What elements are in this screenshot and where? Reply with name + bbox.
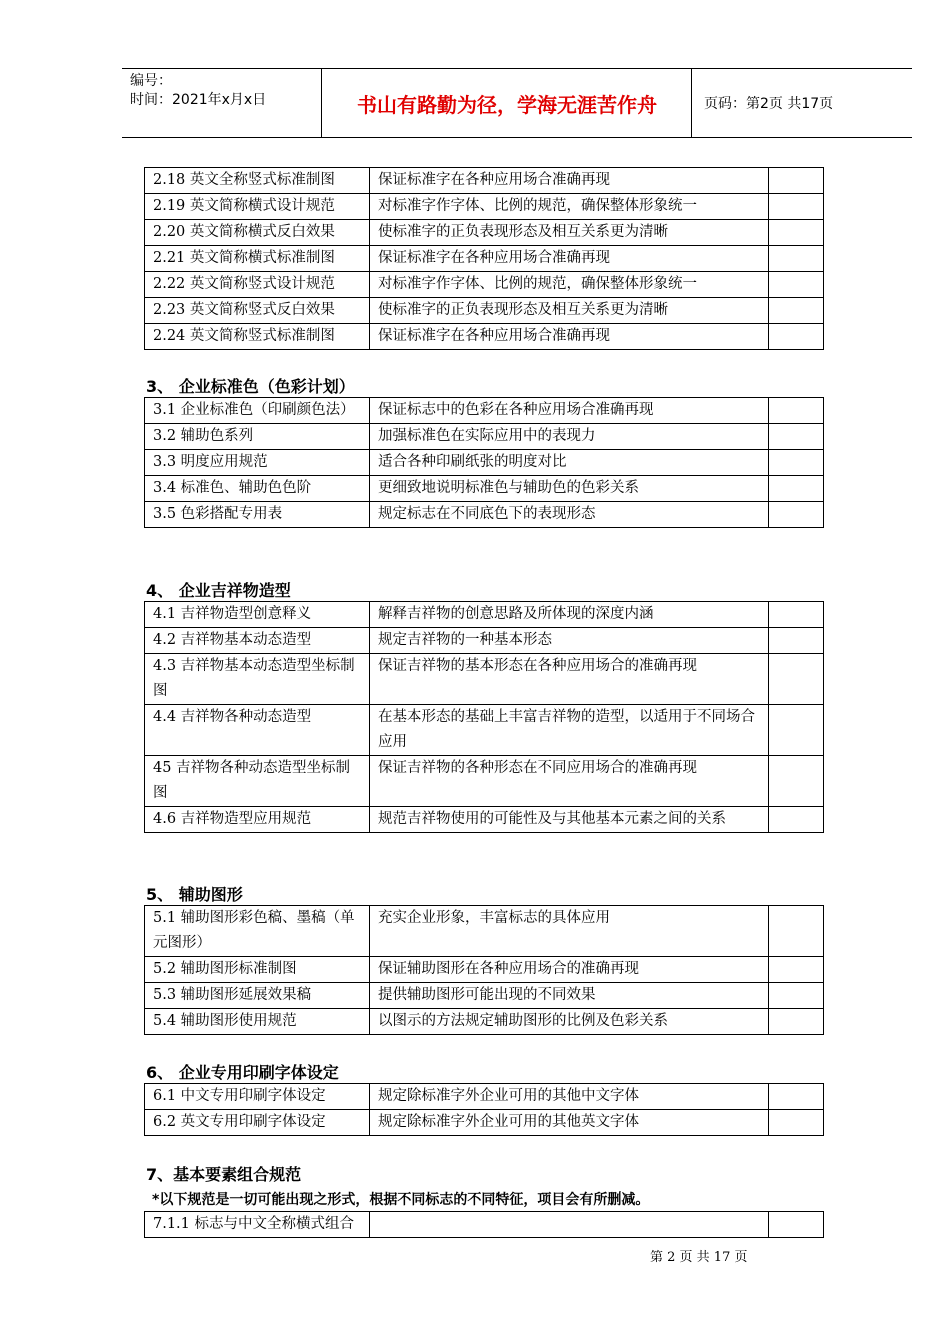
empty-cell (769, 398, 824, 424)
table-row (145, 298, 824, 324)
item-cell: 3.2 辅助色系列 (145, 424, 370, 450)
description-cell: 在基本形态的基础上丰富吉祥物的造型，以适用于不同场合应用 (370, 705, 769, 756)
description-cell: 充实企业形象，丰富标志的具体应用 (370, 906, 769, 957)
table-row (145, 1212, 824, 1238)
description-cell: 规定标志在不同底色下的表现形态 (370, 502, 769, 528)
item-cell: 2.21 英文简称横式标准制图 (145, 246, 370, 272)
description-cell: 保证标志中的色彩在各种应用场合准确再现 (370, 398, 769, 424)
item-cell: 2.20 英文简称横式反白效果 (145, 220, 370, 246)
description-cell: 保证吉祥物的基本形态在各种应用场合的准确再现 (370, 654, 769, 705)
empty-cell (769, 324, 824, 350)
empty-cell (769, 602, 824, 628)
item-cell: 7.1.1 标志与中文全称横式组合 (145, 1212, 370, 1238)
table-row (145, 424, 824, 450)
empty-cell (769, 476, 824, 502)
empty-cell (769, 705, 824, 756)
item-cell: 5.3 辅助图形延展效果稿 (145, 983, 370, 1009)
description-cell: 保证标准字在各种应用场合准确再现 (370, 168, 769, 194)
item-cell: 4.1 吉祥物造型创意释义 (145, 602, 370, 628)
description-cell: 保证标准字在各种应用场合准确再现 (370, 246, 769, 272)
table-row (145, 168, 824, 194)
description-cell: 更细致地说明标准色与辅助色的色彩关系 (370, 476, 769, 502)
section-7-note: *以下规范是一切可能出现之形式，根据不同标志的不同特征，项目会有所删减。 (152, 1192, 650, 1208)
empty-cell (769, 1110, 824, 1136)
table-row (145, 654, 824, 705)
empty-cell (769, 450, 824, 476)
description-cell: 规范吉祥物使用的可能性及与其他基本元素之间的关系 (370, 807, 769, 833)
table-standard-type (144, 167, 824, 350)
empty-cell (769, 1212, 824, 1238)
table-auxiliary-graphics (144, 905, 824, 1035)
description-cell: 适合各种印刷纸张的明度对比 (370, 450, 769, 476)
item-cell: 2.19 英文简称横式设计规范 (145, 194, 370, 220)
item-cell: 2.22 英文简称竖式设计规范 (145, 272, 370, 298)
empty-cell (769, 502, 824, 528)
item-cell: 5.1 辅助图形彩色稿、墨稿（单元图形） (145, 906, 370, 957)
item-cell: 45 吉祥物各种动态造型坐标制图 (145, 756, 370, 807)
description-cell: 保证辅助图形在各种应用场合的准确再现 (370, 957, 769, 983)
table-print-fonts (144, 1083, 824, 1136)
section-4-title: 4、 企业吉祥物造型 (146, 581, 291, 600)
table-row (145, 194, 824, 220)
empty-cell (769, 424, 824, 450)
item-cell: 4.6 吉祥物造型应用规范 (145, 807, 370, 833)
description-cell: 加强标准色在实际应用中的表现力 (370, 424, 769, 450)
item-cell: 6.1 中文专用印刷字体设定 (145, 1084, 370, 1110)
description-cell: 保证标准字在各种应用场合准确再现 (370, 324, 769, 350)
description-cell: 对标准字作字体、比例的规范，确保整体形象统一 (370, 194, 769, 220)
table-row (145, 450, 824, 476)
empty-cell (769, 168, 824, 194)
table-row (145, 476, 824, 502)
description-cell (370, 1212, 769, 1238)
table-mascot (144, 601, 824, 833)
page-footer: 第 2 页 共 17 页 (650, 1250, 748, 1265)
table-standard-color (144, 397, 824, 528)
table-row (145, 983, 824, 1009)
description-cell: 使标准字的正负表现形态及相互关系更为清晰 (370, 220, 769, 246)
header-motto: 书山有路勤为径，学海无涯苦作舟 (323, 69, 692, 137)
empty-cell (769, 246, 824, 272)
table-row (145, 398, 824, 424)
table-row (145, 957, 824, 983)
empty-cell (769, 628, 824, 654)
description-cell: 使标准字的正负表现形态及相互关系更为清晰 (370, 298, 769, 324)
table-row (145, 502, 824, 528)
description-cell: 规定除标准字外企业可用的其他英文字体 (370, 1110, 769, 1136)
item-cell: 6.2 英文专用印刷字体设定 (145, 1110, 370, 1136)
item-cell: 4.4 吉祥物各种动态造型 (145, 705, 370, 756)
table-row (145, 1084, 824, 1110)
item-cell: 3.1 企业标准色（印刷颜色法） (145, 398, 370, 424)
table-row (145, 324, 824, 350)
table-row (145, 628, 824, 654)
table-row (145, 705, 824, 756)
table-row (145, 272, 824, 298)
item-cell: 2.24 英文简称竖式标准制图 (145, 324, 370, 350)
item-cell: 2.18 英文全称竖式标准制图 (145, 168, 370, 194)
item-cell: 3.4 标准色、辅助色色阶 (145, 476, 370, 502)
empty-cell (769, 906, 824, 957)
empty-cell (769, 654, 824, 705)
table-row (145, 220, 824, 246)
header-meta (122, 69, 322, 137)
table-row (145, 1009, 824, 1035)
table-element-combination (144, 1211, 824, 1238)
item-cell: 4.3 吉祥物基本动态造型坐标制图 (145, 654, 370, 705)
description-cell: 对标准字作字体、比例的规范，确保整体形象统一 (370, 272, 769, 298)
table-row (145, 807, 824, 833)
time-label: 时间：2021年x月x日 (130, 92, 267, 108)
section-3-title: 3、 企业标准色（色彩计划） (146, 377, 355, 396)
empty-cell (769, 220, 824, 246)
item-cell: 5.4 辅助图形使用规范 (145, 1009, 370, 1035)
empty-cell (769, 272, 824, 298)
empty-cell (769, 807, 824, 833)
description-cell: 以图示的方法规定辅助图形的比例及色彩关系 (370, 1009, 769, 1035)
table-row (145, 756, 824, 807)
description-cell: 保证吉祥物的各种形态在不同应用场合的准确再现 (370, 756, 769, 807)
item-cell: 3.3 明度应用规范 (145, 450, 370, 476)
empty-cell (769, 957, 824, 983)
item-cell: 2.23 英文简称竖式反白效果 (145, 298, 370, 324)
item-cell: 3.5 色彩搭配专用表 (145, 502, 370, 528)
empty-cell (769, 1009, 824, 1035)
description-cell: 规定除标准字外企业可用的其他中文字体 (370, 1084, 769, 1110)
description-cell: 解释吉祥物的创意思路及所体现的深度内涵 (370, 602, 769, 628)
description-cell: 提供辅助图形可能出现的不同效果 (370, 983, 769, 1009)
empty-cell (769, 298, 824, 324)
section-6-title: 6、 企业专用印刷字体设定 (146, 1063, 339, 1082)
empty-cell (769, 756, 824, 807)
page-header (122, 68, 912, 138)
description-cell: 规定吉祥物的一种基本形态 (370, 628, 769, 654)
table-row (145, 906, 824, 957)
header-page-label: 页码：第2页 共17页 (704, 96, 834, 112)
empty-cell (769, 194, 824, 220)
section-5-title: 5、 辅助图形 (146, 885, 243, 904)
table-row (145, 602, 824, 628)
item-cell: 4.2 吉祥物基本动态造型 (145, 628, 370, 654)
empty-cell (769, 983, 824, 1009)
section-7-title: 7、基本要素组合规范 (146, 1165, 302, 1184)
table-row (145, 246, 824, 272)
table-row (145, 1110, 824, 1136)
number-label: 编号： (130, 73, 172, 89)
empty-cell (769, 1084, 824, 1110)
item-cell: 5.2 辅助图形标准制图 (145, 957, 370, 983)
